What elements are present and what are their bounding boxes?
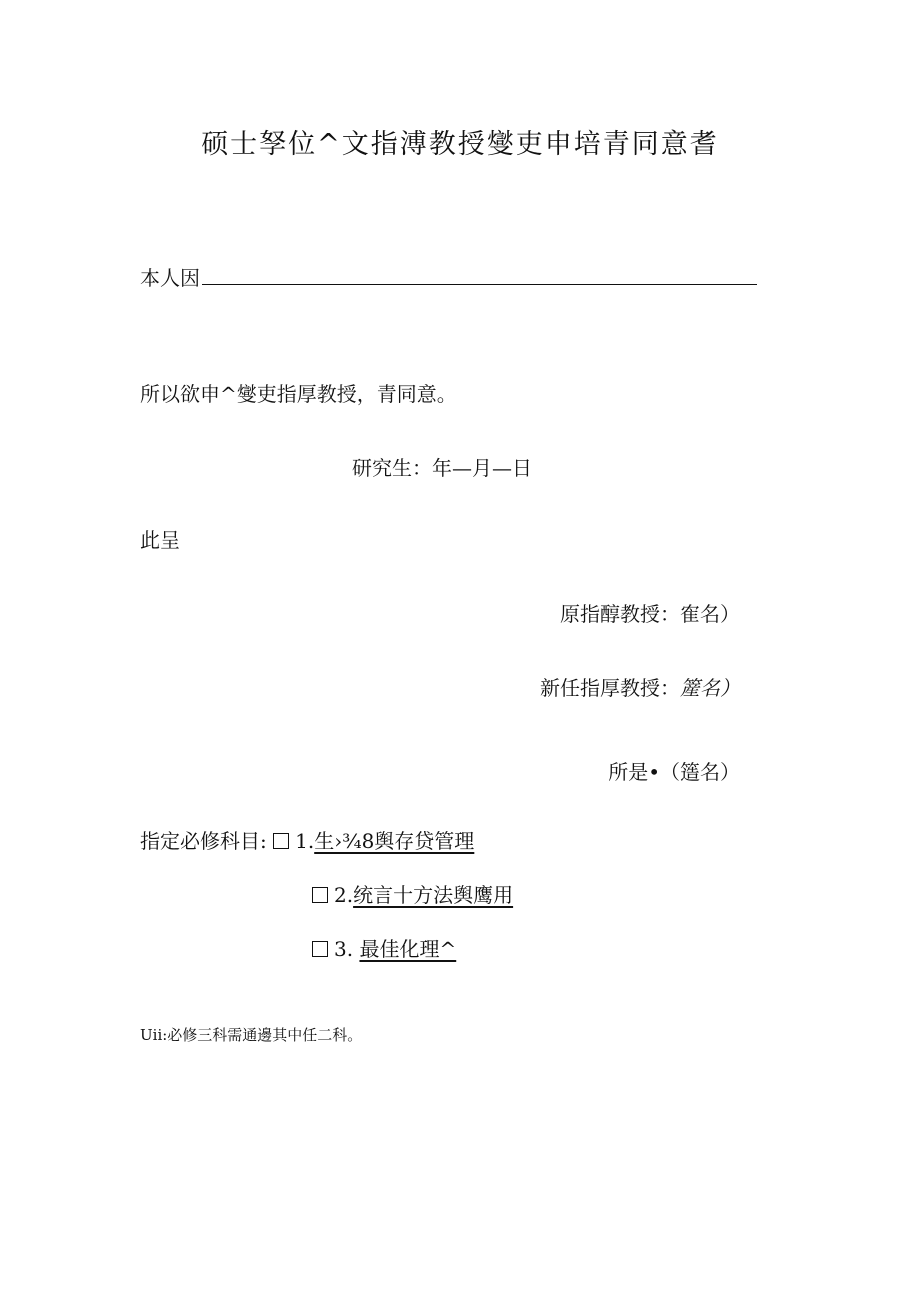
course-number-1: 1. (295, 829, 315, 853)
student-date-line: 研究生：年—月—日 (352, 456, 532, 480)
course-row-1 (140, 825, 474, 854)
reason-blank-field[interactable] (202, 266, 757, 285)
statement-prefix: 本人因 (140, 266, 200, 290)
original-advisor-signature: 原指醇教授：隺名） (560, 602, 740, 626)
new-advisor-signature (540, 672, 740, 701)
course-checkbox-3[interactable] (312, 941, 328, 957)
department-head-signature: 所是•（簉名） (608, 760, 740, 784)
course-number-3: 3. (334, 937, 360, 961)
course-name-1: 生›¾8舆存贷管理 (314, 829, 475, 853)
addressee: 此呈 (140, 528, 180, 552)
course-number-2: 2. (334, 883, 354, 907)
course-row-2 (312, 879, 513, 908)
new-advisor-label: 新任指厚教授： (540, 676, 680, 700)
page-title: 硕士孥位^文指溥教授燮吏申培青同意耆 (201, 129, 719, 160)
new-advisor-sign: 簅名） (680, 676, 740, 700)
courses-label: 指定必修科目: (140, 829, 267, 853)
course-row-3 (312, 933, 456, 962)
course-name-2: 统言十方法舆鹰用 (353, 883, 514, 907)
course-checkbox-2[interactable] (312, 887, 328, 903)
request-text: 所以欲申^燮吏指厚教授，青同意。 (140, 382, 457, 406)
footnote: Uii:必修三科需通邊其中任二科。 (140, 1026, 363, 1044)
course-checkbox-1[interactable] (273, 833, 289, 849)
statement-line (140, 262, 757, 291)
course-name-3: 最佳化理^ (359, 937, 457, 961)
